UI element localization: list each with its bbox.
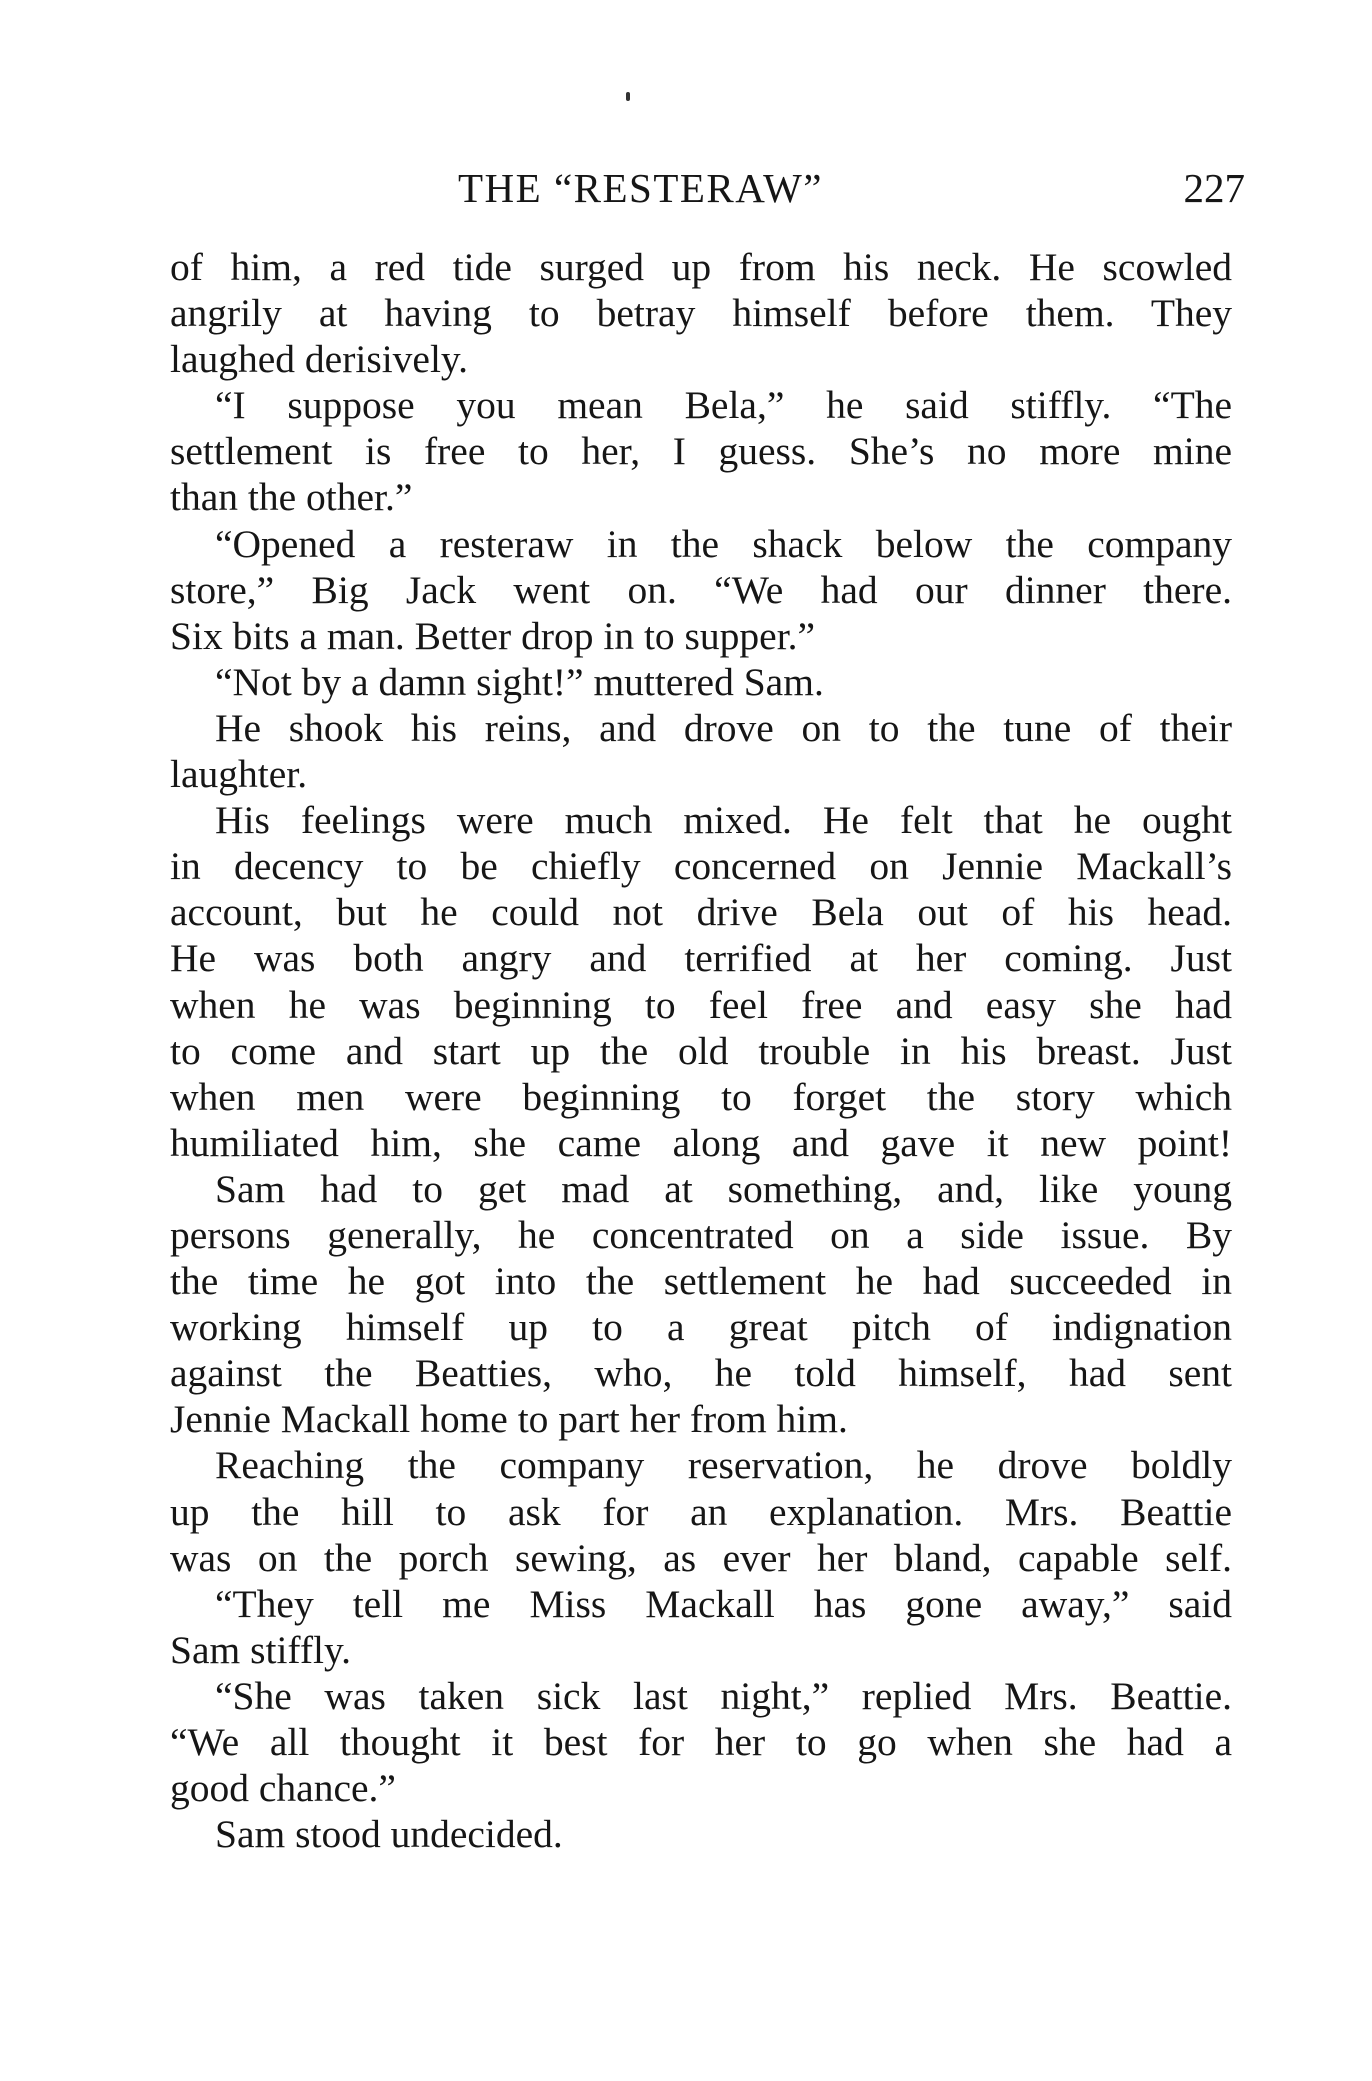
text-line: laughter. — [170, 752, 308, 797]
text-line: “Not by a damn sight!” muttered Sam. — [215, 659, 824, 704]
text-line: Jennie Mackall home to part her from him. — [170, 1397, 848, 1442]
text-line: up the hill to ask for an explanation. Mrs. Beattie — [170, 1489, 1232, 1534]
text-line: humiliated him, she came along and gave it new point! — [170, 1120, 1232, 1165]
text-line: “I suppose you mean Bela,” he said stiffly. “The — [215, 383, 1232, 428]
text-line: when men were beginning to forget the story which — [170, 1074, 1232, 1119]
text-line: in decency to be chiefly concerned on Jennie Mackall’s — [170, 844, 1232, 889]
text-line: the time he got into the settlement he had succeeded in — [170, 1259, 1232, 1304]
ink-speck — [626, 92, 630, 101]
text-line: of him, a red tide surged up from his neck. He scowled — [170, 245, 1232, 289]
text-line: Reaching the company reservation, he drove boldly — [215, 1443, 1232, 1488]
text-line: store,” Big Jack went on. “We had our dinner there. — [170, 567, 1232, 612]
text-line: to come and start up the old trouble in his breast. Just — [170, 1028, 1232, 1073]
text-line: angrily at having to betray himself before them. They — [170, 291, 1232, 336]
running-title: THE “RESTERAW” — [458, 165, 823, 211]
text-line: Sam stood undecided. — [215, 1812, 563, 1857]
text-line: against the Beatties, who, he told himself, had sent — [170, 1351, 1232, 1396]
text-line: He was both angry and terrified at her coming. Just — [170, 936, 1232, 981]
text-line: “We all thought it best for her to go when she had a — [170, 1720, 1232, 1764]
text-line: “They tell me Miss Mackall has gone away,” said — [215, 1581, 1232, 1626]
text-line: than the other.” — [170, 475, 413, 520]
text-line: Sam stiffly. — [170, 1627, 352, 1672]
text-line: when he was beginning to feel free and easy she had — [170, 982, 1232, 1027]
text-line: laughed derisively. — [170, 337, 468, 382]
text-line: His feelings were much mixed. He felt that he ought — [215, 798, 1232, 843]
body-text — [170, 244, 1232, 1857]
text-line: settlement is free to her, I guess. She’s no more mine — [170, 429, 1232, 474]
text-line: working himself up to a great pitch of indignation — [170, 1305, 1232, 1350]
text-line: “Opened a resteraw in the shack below the company — [215, 521, 1232, 566]
text-line: He shook his reins, and drove on to the tune of their — [215, 705, 1232, 750]
text-line: account, but he could not drive Bela out of his head. — [170, 890, 1232, 935]
text-line: “She was taken sick last night,” replied Mrs. Beattie. — [215, 1673, 1232, 1718]
text-line: good chance.” — [170, 1766, 396, 1811]
text-line: persons generally, he concentrated on a side issue. By — [170, 1212, 1232, 1257]
text-line: was on the porch sewing, as ever her bland, capable self. — [170, 1535, 1232, 1580]
running-head — [170, 158, 1245, 218]
page-number: 227 — [1183, 165, 1245, 211]
text-line: Six bits a man. Better drop in to supper.” — [170, 613, 816, 658]
text-line: Sam had to get mad at something, and, like young — [215, 1166, 1232, 1211]
